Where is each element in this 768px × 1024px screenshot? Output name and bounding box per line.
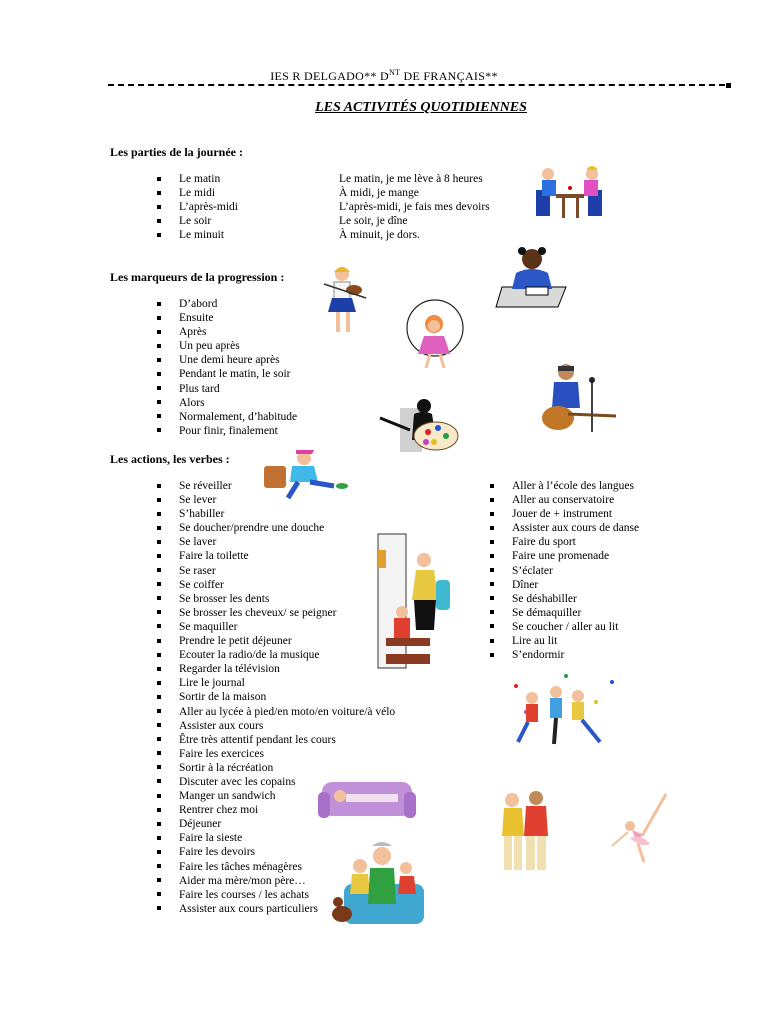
family-sofa-dog-clipart: [330, 840, 426, 928]
divider-end-mark: [726, 83, 731, 88]
list-item: Faire les devoirs: [157, 845, 397, 859]
girl-violin-clipart: [316, 264, 370, 336]
list-item: Regarder la télévision: [157, 662, 397, 676]
list-item: Alors: [157, 396, 297, 410]
list-item: Un peu après: [157, 339, 297, 353]
list-item: Se brosser les dents: [157, 592, 397, 606]
list-item: Faire du sport: [490, 535, 639, 549]
list-item: Discuter avec les copains: [157, 775, 397, 789]
list-item: Se démaquiller: [490, 606, 639, 620]
list-item: Se brosser les cheveux/ se peigner: [157, 606, 397, 620]
list-item: Ensuite: [157, 311, 297, 325]
list-item: Pendant le matin, le soir: [157, 367, 297, 381]
actions-right-list: [490, 479, 639, 662]
list-item: Faire la toilette: [157, 549, 397, 563]
list-item: Dîner: [490, 578, 639, 592]
list-item: S’endormir: [490, 648, 639, 662]
header-school: IES R DELGADO** D: [270, 69, 389, 83]
page-header: [0, 68, 768, 84]
list-item: Une demi heure après: [157, 353, 297, 367]
list-item: Normalement, d’habitude: [157, 410, 297, 424]
list-item: Lire au lit: [490, 634, 639, 648]
list-item: Pour finir, finalement: [157, 424, 297, 438]
kids-partying-clipart: [506, 672, 624, 748]
header-department: DE FRANÇAIS**: [400, 69, 498, 83]
list-item: Assister aux cours: [157, 719, 397, 733]
list-item: Faire une promenade: [490, 549, 639, 563]
girl-jump-rope-clipart: [402, 298, 468, 374]
list-item: Sortir à la récréation: [157, 761, 397, 775]
couple-walking-clipart: [496, 790, 554, 876]
ballerina-clipart: [608, 790, 672, 864]
list-item: L’après-midi: [157, 200, 238, 214]
list-item: Manger un sandwich: [157, 789, 397, 803]
list-item: Le matin: [157, 172, 238, 186]
list-item: Sortir de la maison: [157, 690, 397, 704]
list-item: Se coucher / aller au lit: [490, 620, 639, 634]
list-item: Être très attentif pendant les cours: [157, 733, 397, 747]
boy-running-clipart: [262, 450, 352, 504]
phrase-text: À minuit, je dors.: [339, 229, 420, 242]
list-item: Aider ma mère/mon père…: [157, 874, 397, 888]
parts-of-day-list: [157, 172, 238, 242]
list-item: Aller au lycée à pied/en moto/en voiture/à vélo: [157, 705, 397, 719]
list-item: Plus tard: [157, 382, 297, 396]
section-heading-progression: Les marqueurs de la progression :: [110, 270, 285, 284]
list-item: Faire la sieste: [157, 831, 397, 845]
progression-list: [157, 297, 297, 438]
list-item: Lire le journal: [157, 676, 397, 690]
header-divider: [108, 84, 725, 86]
list-item: S’éclater: [490, 564, 639, 578]
list-item: Faire les tâches ménagères: [157, 860, 397, 874]
list-item: Se lever: [157, 493, 397, 507]
list-item: Se coiffer: [157, 578, 397, 592]
list-item: Se doucher/prendre une douche: [157, 521, 397, 535]
header-superscript: NT: [388, 68, 401, 77]
section-heading-parts-of-day: Les parties de la journée :: [110, 145, 243, 159]
list-item: Aller au conservatoire: [490, 493, 639, 507]
list-item: Se déshabiller: [490, 592, 639, 606]
list-item: Aller à l’école des langues: [490, 479, 639, 493]
list-item: Assister aux cours de danse: [490, 521, 639, 535]
family-leaving-house-clipart: [372, 530, 456, 670]
couple-dining-clipart: [532, 164, 606, 222]
phrase-text: L’après-midi, je fais mes devoirs: [339, 201, 490, 214]
list-item: Prendre le petit déjeuner: [157, 634, 397, 648]
list-item: Le midi: [157, 186, 238, 200]
parts-of-day-phrases: [339, 172, 490, 242]
list-item: Ecouter la radio/de la musique: [157, 648, 397, 662]
list-item: Le minuit: [157, 228, 238, 242]
list-item: Jouer de + instrument: [490, 507, 639, 521]
list-item: Faire les exercices: [157, 747, 397, 761]
list-item: Assister aux cours particuliers: [157, 902, 397, 916]
list-item: Se laver: [157, 535, 397, 549]
phrase-text: Le soir, je dîne: [339, 215, 408, 228]
page-title: LES ACTIVITÉS QUOTIDIENNES: [315, 100, 527, 115]
list-item: Faire les courses / les achats: [157, 888, 397, 902]
list-item: Se maquiller: [157, 620, 397, 634]
phrase-text: Le matin, je me lève à 8 heures: [339, 173, 483, 185]
student-writing-clipart: [496, 243, 568, 309]
phrase-text: À midi, je mange: [339, 187, 419, 200]
list-item: S’habiller: [157, 507, 397, 521]
list-item: Le soir: [157, 214, 238, 228]
list-item: D’abord: [157, 297, 297, 311]
list-item: Déjeuner: [157, 817, 397, 831]
list-item: Après: [157, 325, 297, 339]
man-singing-guitar-clipart: [540, 362, 624, 436]
person-napping-sofa-clipart: [318, 776, 418, 822]
list-item: Rentrer chez moi: [157, 803, 397, 817]
section-heading-actions: Les actions, les verbes :: [110, 452, 230, 466]
list-item: Se raser: [157, 564, 397, 578]
list-item: Se réveiller: [157, 479, 397, 493]
painter-palette-clipart: [380, 396, 460, 456]
